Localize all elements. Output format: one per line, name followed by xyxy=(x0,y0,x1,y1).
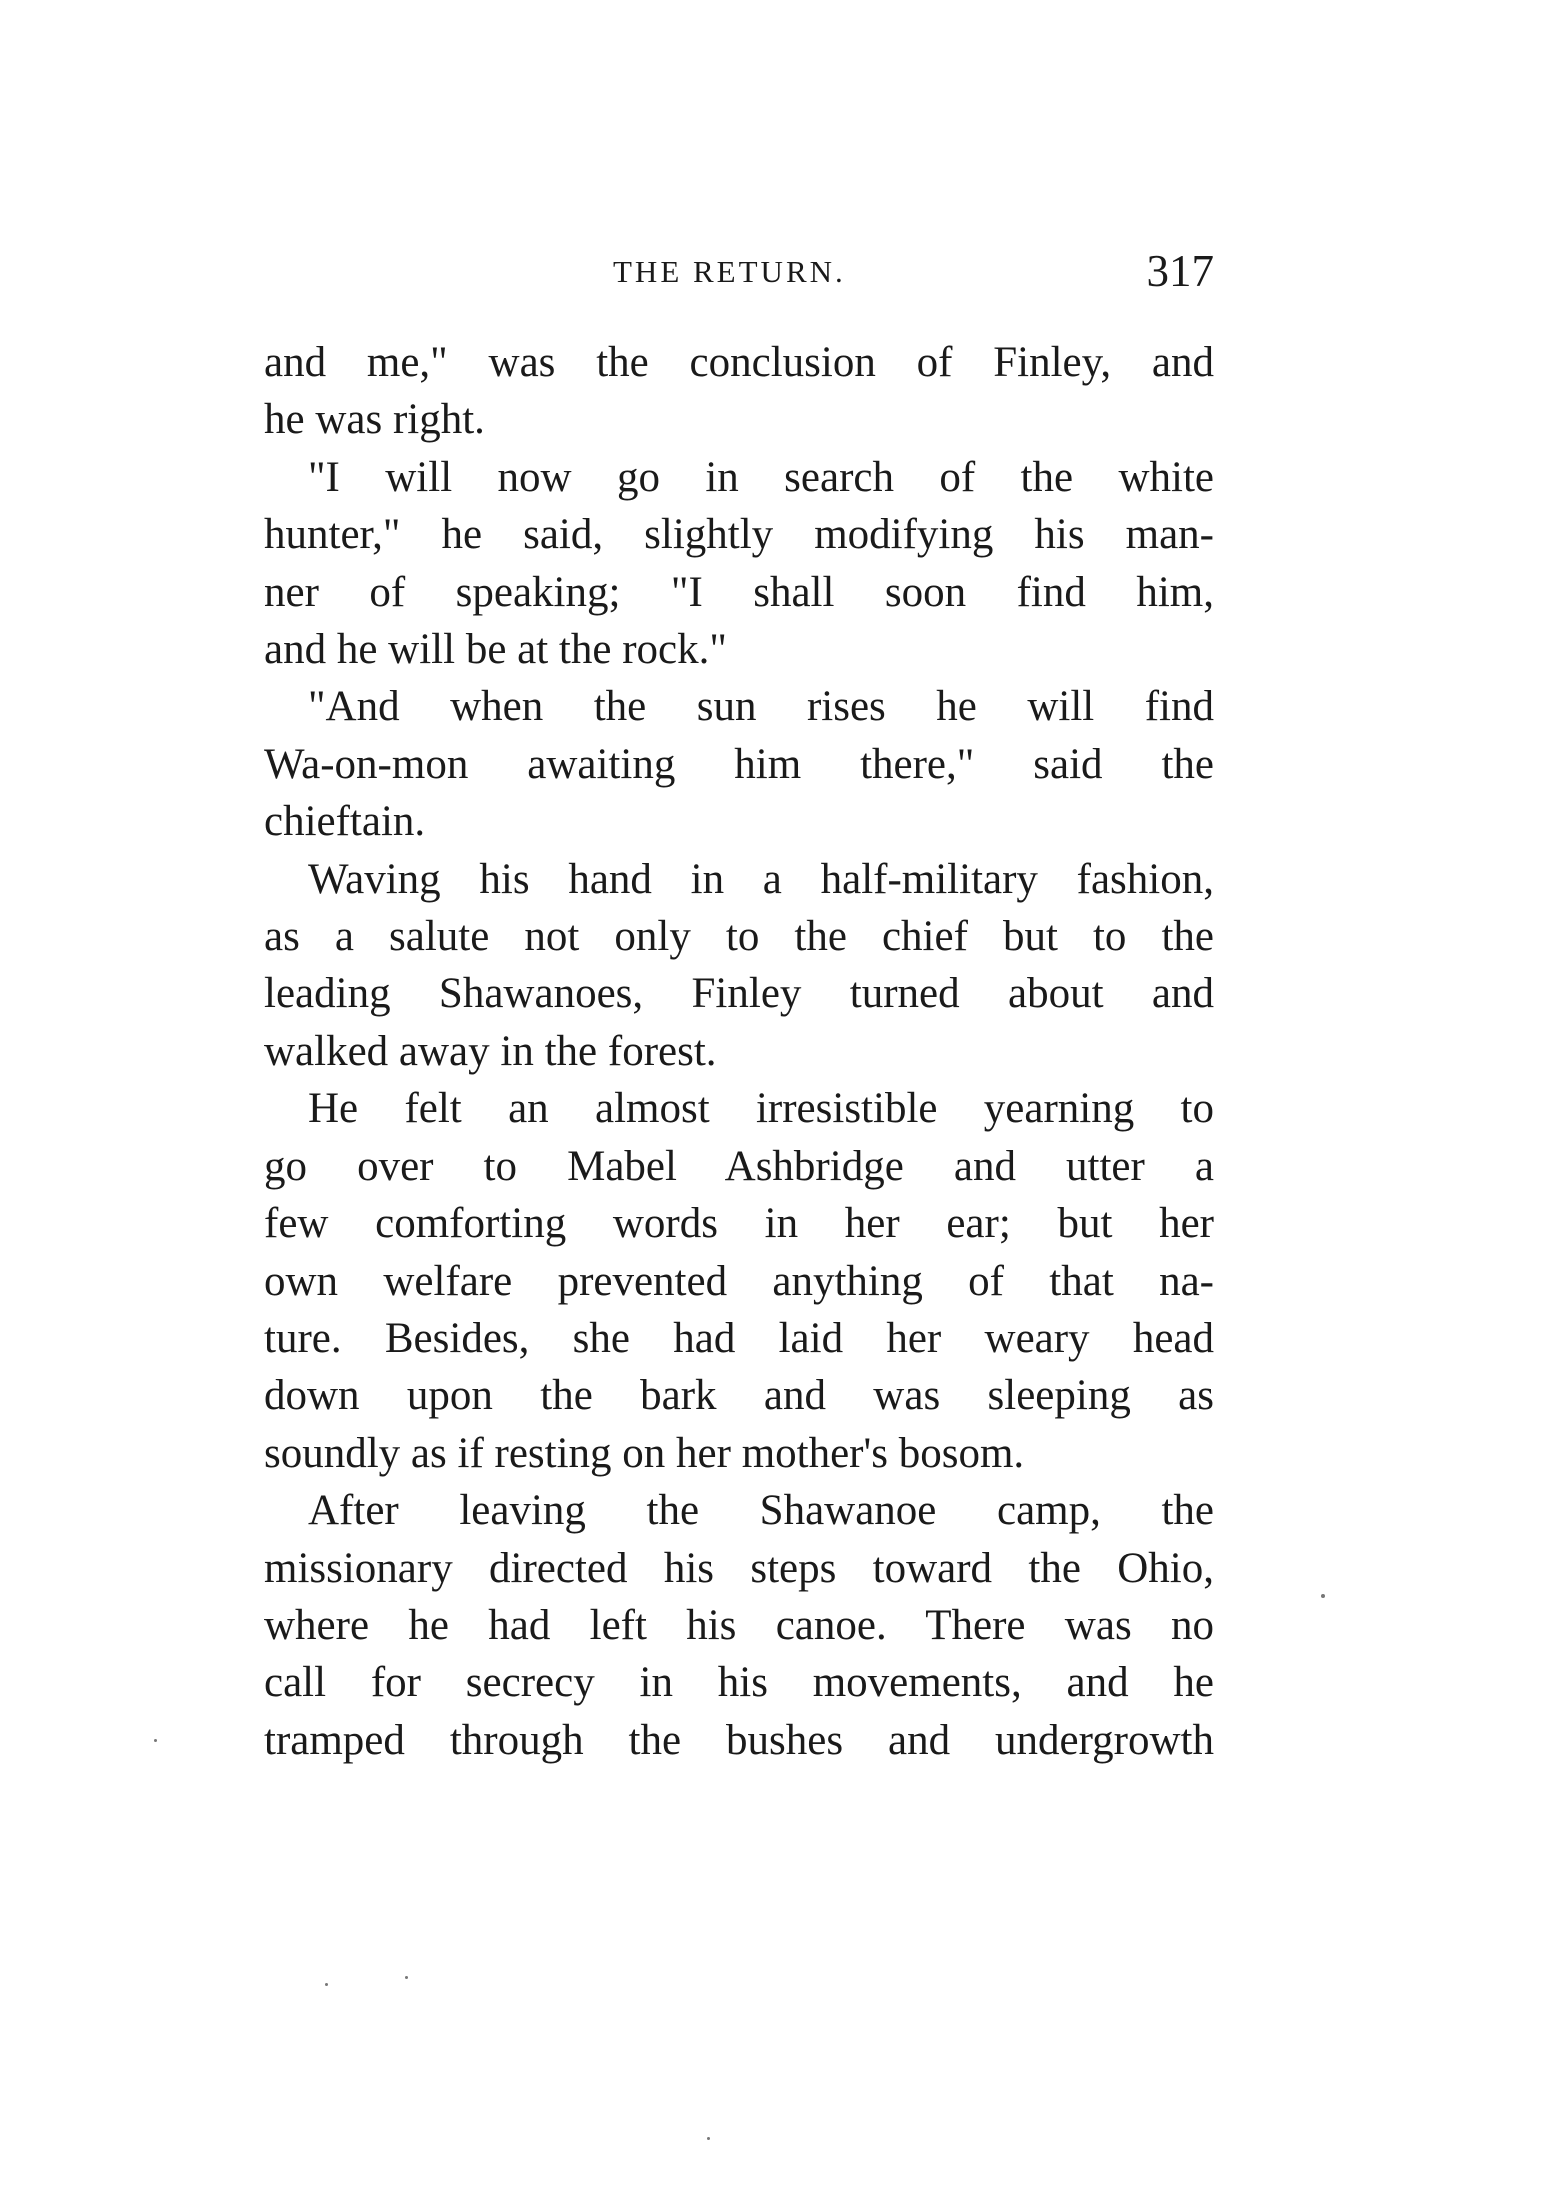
scan-speck xyxy=(154,1739,157,1742)
text-line: call for secrecy in his movements, and he xyxy=(264,1659,1214,1707)
running-title: THE RETURN. xyxy=(613,254,846,289)
text-line: ture. Besides, she had laid her weary head xyxy=(264,1314,1214,1362)
text-line: Wa-on-mon awaiting him there," said the xyxy=(264,740,1214,788)
page-number: 317 xyxy=(1146,246,1214,296)
text-line: and me," was the conclusion of Finley, and xyxy=(264,339,1214,386)
scan-speck xyxy=(405,1976,408,1979)
text-line: Waving his hand in a half-military fashion, xyxy=(308,855,1214,903)
text-line: hunter," he said, slightly modifying his man- xyxy=(264,511,1214,559)
text-line: leading Shawanoes, Finley turned about and xyxy=(264,970,1214,1018)
text-line: down upon the bark and was sleeping as xyxy=(264,1372,1214,1420)
body-text xyxy=(264,334,1214,1769)
text-line: ner of speaking; "I shall soon find him, xyxy=(264,568,1214,616)
text-line: "I will now go in search of the white xyxy=(308,453,1214,501)
scan-speck xyxy=(1321,1594,1325,1598)
running-head xyxy=(264,246,1214,306)
text-line: own welfare prevented anything of that na- xyxy=(264,1257,1214,1305)
text-line: he was right. xyxy=(264,396,485,444)
text-line: where he had left his canoe. There was no xyxy=(264,1601,1214,1649)
text-line: walked away in the forest. xyxy=(264,1027,717,1075)
text-line: tramped through the bushes and undergrowth xyxy=(264,1716,1214,1764)
text-line: go over to Mabel Ashbridge and utter a xyxy=(264,1142,1214,1190)
scan-speck xyxy=(707,2137,710,2140)
text-line: chieftain. xyxy=(264,798,426,846)
text-line: He felt an almost irresistible yearning to xyxy=(308,1085,1214,1133)
text-line: After leaving the Shawanoe camp, the xyxy=(308,1487,1214,1535)
text-line: few comforting words in her ear; but her xyxy=(264,1200,1214,1248)
text-line: and he will be at the rock." xyxy=(264,626,727,674)
scan-speck xyxy=(325,1983,328,1986)
text-line: missionary directed his steps toward the Ohio, xyxy=(264,1544,1214,1592)
text-line: soundly as if resting on her mother's bosom. xyxy=(264,1429,1025,1477)
text-line: as a salute not only to the chief but to the xyxy=(264,913,1214,961)
text-line: "And when the sun rises he will find xyxy=(308,683,1214,731)
